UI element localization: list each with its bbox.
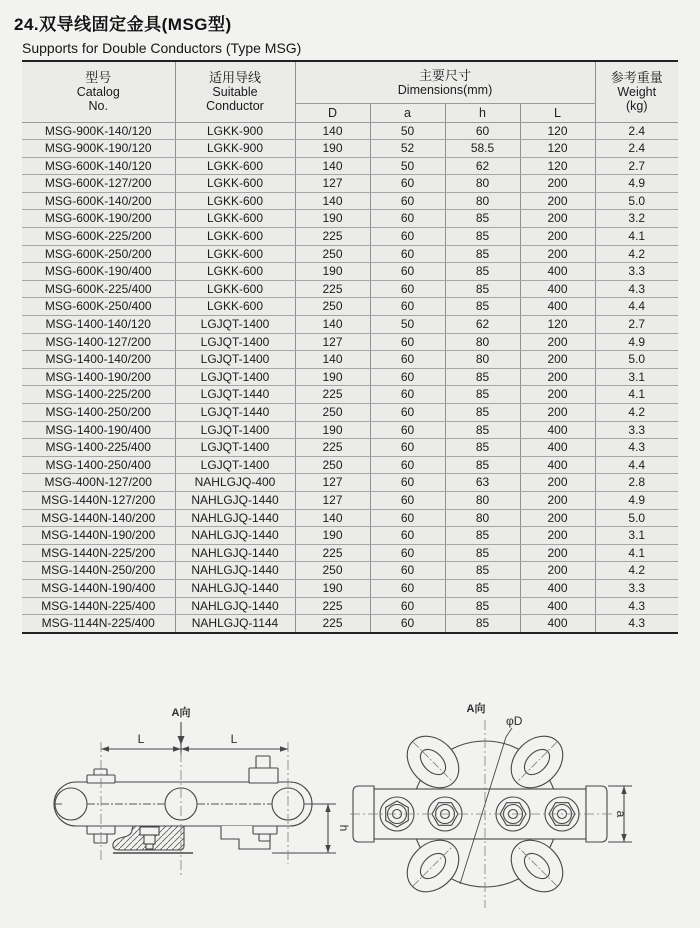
table-row <box>22 368 678 386</box>
table-cell: LGJQT-1440 <box>175 386 295 404</box>
table-cell: 85 <box>445 245 520 263</box>
view-a-label: A向 <box>466 702 486 715</box>
table-cell: 60 <box>370 263 445 281</box>
table-cell: 225 <box>295 439 370 457</box>
table-cell: 400 <box>520 421 595 439</box>
table-row <box>22 404 678 422</box>
table-cell: 85 <box>445 579 520 597</box>
table-cell: 85 <box>445 597 520 615</box>
table-row <box>22 333 678 351</box>
table-cell: 200 <box>520 491 595 509</box>
table-cell: 4.1 <box>595 544 678 562</box>
table-cell: 60 <box>370 562 445 580</box>
table-row <box>22 615 678 633</box>
table-cell: 200 <box>520 386 595 404</box>
table-cell: 250 <box>295 562 370 580</box>
table-cell: LGKK-600 <box>175 210 295 228</box>
table-cell: 2.4 <box>595 122 678 140</box>
table-cell: 200 <box>520 228 595 246</box>
view-a-label: A向 <box>171 706 191 719</box>
table-cell: 127 <box>295 491 370 509</box>
table-cell: 5.0 <box>595 351 678 369</box>
table-cell: NAHLGJQ-1440 <box>175 544 295 562</box>
table-cell: 4.1 <box>595 386 678 404</box>
table-cell: 60 <box>370 544 445 562</box>
dim-label-phiD: φD <box>506 713 523 728</box>
table-cell: MSG-1440N-225/400 <box>22 597 175 615</box>
table-cell: LGKK-900 <box>175 122 295 140</box>
table-cell: 60 <box>370 333 445 351</box>
table-row <box>22 140 678 158</box>
table-cell: 60 <box>370 245 445 263</box>
table-cell: LGKK-600 <box>175 245 295 263</box>
table-row <box>22 597 678 615</box>
table-cell: LGKK-900 <box>175 140 295 158</box>
table-cell: 85 <box>445 280 520 298</box>
table-cell: 3.1 <box>595 368 678 386</box>
table-cell: NAHLGJQ-1440 <box>175 597 295 615</box>
table-cell: 60 <box>370 491 445 509</box>
table-cell: 225 <box>295 597 370 615</box>
table-cell: 190 <box>295 579 370 597</box>
table-cell: NAHLGJQ-1440 <box>175 509 295 527</box>
table-cell: 190 <box>295 527 370 545</box>
table-cell: NAHLGJQ-1440 <box>175 491 295 509</box>
table-cell: 200 <box>520 368 595 386</box>
table-cell: MSG-1400-225/200 <box>22 386 175 404</box>
table-row <box>22 527 678 545</box>
table-cell: 4.9 <box>595 491 678 509</box>
table-cell: 140 <box>295 192 370 210</box>
table-cell: 4.3 <box>595 597 678 615</box>
table-cell: NAHLGJQ-1440 <box>175 527 295 545</box>
table-cell: 200 <box>520 527 595 545</box>
table-row <box>22 351 678 369</box>
table-row <box>22 175 678 193</box>
table-cell: MSG-1440N-225/200 <box>22 544 175 562</box>
table-cell: 200 <box>520 562 595 580</box>
table-cell: 400 <box>520 439 595 457</box>
table-cell: 250 <box>295 245 370 263</box>
table-cell: 190 <box>295 210 370 228</box>
table-cell: MSG-600K-140/120 <box>22 157 175 175</box>
table-cell: 80 <box>445 175 520 193</box>
table-cell: 3.2 <box>595 210 678 228</box>
table-cell: 4.2 <box>595 562 678 580</box>
table-cell: MSG-600K-225/400 <box>22 280 175 298</box>
table-cell: 2.8 <box>595 474 678 492</box>
table-cell: 60 <box>370 175 445 193</box>
dim-label-L-left: L <box>137 731 145 746</box>
col-header-h: h <box>445 103 520 122</box>
table-cell: 225 <box>295 544 370 562</box>
table-cell: 62 <box>445 316 520 334</box>
table-cell: 60 <box>370 192 445 210</box>
table-cell: MSG-600K-250/200 <box>22 245 175 263</box>
page-title: 24.双导线固定金具(MSG型) <box>14 15 232 34</box>
table-cell: 190 <box>295 421 370 439</box>
table-cell: 225 <box>295 615 370 633</box>
table-cell: MSG-600K-140/200 <box>22 192 175 210</box>
table-cell: 140 <box>295 122 370 140</box>
table-cell: 400 <box>520 280 595 298</box>
table-row <box>22 298 678 316</box>
table-row <box>22 579 678 597</box>
table-cell: 4.9 <box>595 175 678 193</box>
table-cell: 60 <box>370 386 445 404</box>
table-cell: 85 <box>445 404 520 422</box>
table-cell: 63 <box>445 474 520 492</box>
col-header-catalog: 型号 Catalog No. <box>22 61 175 122</box>
table-cell: 60 <box>370 210 445 228</box>
table-cell: MSG-600K-127/200 <box>22 175 175 193</box>
table-cell: 3.3 <box>595 421 678 439</box>
table-cell: MSG-1400-140/200 <box>22 351 175 369</box>
table-cell: 85 <box>445 421 520 439</box>
table-cell: 80 <box>445 491 520 509</box>
table-cell: MSG-1400-190/200 <box>22 368 175 386</box>
table-row <box>22 122 678 140</box>
table-cell: 4.2 <box>595 404 678 422</box>
table-cell: 400 <box>520 615 595 633</box>
table-cell: 85 <box>445 368 520 386</box>
table-cell: 120 <box>520 316 595 334</box>
table-cell: 200 <box>520 175 595 193</box>
table-cell: MSG-600K-225/200 <box>22 228 175 246</box>
table-cell: LGJQT-1400 <box>175 351 295 369</box>
table-cell: LGKK-600 <box>175 192 295 210</box>
table-cell: LGJQT-1400 <box>175 421 295 439</box>
table-cell: 400 <box>520 456 595 474</box>
table-cell: 200 <box>520 509 595 527</box>
table-cell: MSG-600K-250/400 <box>22 298 175 316</box>
table-cell: 50 <box>370 316 445 334</box>
table-row <box>22 491 678 509</box>
table-cell: MSG-1400-127/200 <box>22 333 175 351</box>
table-cell: 80 <box>445 333 520 351</box>
dim-label-L-right: L <box>230 731 238 746</box>
dim-label-h: h <box>337 824 351 832</box>
table-cell: 60 <box>370 228 445 246</box>
table-cell: 3.3 <box>595 263 678 281</box>
table-row <box>22 386 678 404</box>
table-row <box>22 439 678 457</box>
table-cell: 4.4 <box>595 298 678 316</box>
table-row <box>22 280 678 298</box>
col-header-a: a <box>370 103 445 122</box>
table-cell: 60 <box>370 351 445 369</box>
table-cell: 60 <box>370 421 445 439</box>
table-cell: 225 <box>295 386 370 404</box>
table-cell: MSG-1440N-127/200 <box>22 491 175 509</box>
table-cell: 127 <box>295 175 370 193</box>
table-row <box>22 421 678 439</box>
table-cell: 50 <box>370 122 445 140</box>
table-cell: 4.3 <box>595 280 678 298</box>
table-cell: 4.3 <box>595 439 678 457</box>
table-row <box>22 316 678 334</box>
table-cell: LGJQT-1400 <box>175 316 295 334</box>
table-cell: 60 <box>445 122 520 140</box>
table-cell: 62 <box>445 157 520 175</box>
table-cell: LGKK-600 <box>175 175 295 193</box>
technical-drawings <box>0 634 700 928</box>
table-cell: MSG-900K-140/120 <box>22 122 175 140</box>
table-row <box>22 210 678 228</box>
side-view-drawing <box>18 692 358 928</box>
table-cell: 120 <box>520 140 595 158</box>
table-row <box>22 562 678 580</box>
table-cell: 120 <box>520 122 595 140</box>
table-cell: 60 <box>370 456 445 474</box>
table-cell: 50 <box>370 157 445 175</box>
table-cell: 60 <box>370 298 445 316</box>
table-cell: 85 <box>445 544 520 562</box>
table-cell: 4.9 <box>595 333 678 351</box>
table-row <box>22 157 678 175</box>
table-cell: MSG-600K-190/400 <box>22 263 175 281</box>
dim-label-a: a <box>614 810 628 818</box>
page-subtitle: Supports for Double Conductors (Type MSG) <box>22 40 302 56</box>
table-cell: 200 <box>520 544 595 562</box>
table-row <box>22 263 678 281</box>
table-cell: 140 <box>295 316 370 334</box>
table-cell: 400 <box>520 298 595 316</box>
table-cell: 200 <box>520 351 595 369</box>
table-cell: NAHLGJQ-1144 <box>175 615 295 633</box>
table-cell: MSG-1400-250/400 <box>22 456 175 474</box>
table-cell: MSG-900K-190/120 <box>22 140 175 158</box>
col-header-conductor: 适用导线 Suitable Conductor <box>175 61 295 122</box>
table-cell: 80 <box>445 192 520 210</box>
dim-line-LL <box>101 743 288 755</box>
table-cell: 200 <box>520 210 595 228</box>
table-cell: 200 <box>520 474 595 492</box>
table-cell: MSG-600K-190/200 <box>22 210 175 228</box>
table-cell: MSG-1440N-140/200 <box>22 509 175 527</box>
table-row <box>22 544 678 562</box>
spec-table <box>22 60 678 634</box>
table-cell: MSG-1440N-190/400 <box>22 579 175 597</box>
table-cell: 52 <box>370 140 445 158</box>
table-cell: LGKK-600 <box>175 280 295 298</box>
table-cell: 85 <box>445 210 520 228</box>
table-cell: 60 <box>370 474 445 492</box>
table-cell: 250 <box>295 298 370 316</box>
table-cell: 200 <box>520 404 595 422</box>
view-a-drawing <box>350 692 660 928</box>
table-cell: 140 <box>295 351 370 369</box>
table-cell: 4.2 <box>595 245 678 263</box>
table-cell: 140 <box>295 509 370 527</box>
table-cell: 60 <box>370 509 445 527</box>
table-cell: MSG-400N-127/200 <box>22 474 175 492</box>
col-header-weight: 参考重量 Weight (kg) <box>595 61 678 122</box>
table-cell: LGJQT-1400 <box>175 333 295 351</box>
table-cell: MSG-1400-250/200 <box>22 404 175 422</box>
table-cell: 3.3 <box>595 579 678 597</box>
table-cell: 200 <box>520 192 595 210</box>
table-cell: 85 <box>445 562 520 580</box>
col-header-L: L <box>520 103 595 122</box>
table-cell: 60 <box>370 527 445 545</box>
table-cell: 60 <box>370 404 445 422</box>
table-cell: 4.4 <box>595 456 678 474</box>
table-cell: 85 <box>445 456 520 474</box>
table-cell: 250 <box>295 456 370 474</box>
table-cell: 80 <box>445 351 520 369</box>
table-cell: NAHLGJQ-1440 <box>175 562 295 580</box>
table-cell: 225 <box>295 280 370 298</box>
table-cell: 60 <box>370 615 445 633</box>
table-cell: 2.7 <box>595 316 678 334</box>
table-row <box>22 192 678 210</box>
table-cell: 250 <box>295 404 370 422</box>
col-header-dimensions: 主要尺寸 Dimensions(mm) <box>295 61 595 103</box>
table-row <box>22 474 678 492</box>
table-header <box>22 61 678 122</box>
table-cell: 60 <box>370 280 445 298</box>
table-cell: LGJQT-1400 <box>175 456 295 474</box>
table-cell: LGKK-600 <box>175 157 295 175</box>
table-cell: LGKK-600 <box>175 298 295 316</box>
table-cell: 190 <box>295 140 370 158</box>
table-cell: 200 <box>520 333 595 351</box>
table-cell: 85 <box>445 263 520 281</box>
table-cell: 140 <box>295 157 370 175</box>
table-cell: 4.1 <box>595 228 678 246</box>
table-cell: 400 <box>520 579 595 597</box>
table-cell: 2.7 <box>595 157 678 175</box>
table-cell: LGKK-600 <box>175 263 295 281</box>
table-cell: NAHLGJQ-1440 <box>175 579 295 597</box>
table-cell: LGJQT-1400 <box>175 439 295 457</box>
table-cell: 85 <box>445 439 520 457</box>
table-cell: 58.5 <box>445 140 520 158</box>
table-cell: 190 <box>295 263 370 281</box>
table-cell: MSG-1400-140/120 <box>22 316 175 334</box>
table-cell: MSG-1400-190/400 <box>22 421 175 439</box>
table-cell: 60 <box>370 597 445 615</box>
table-cell: LGJQT-1400 <box>175 368 295 386</box>
table-cell: 80 <box>445 509 520 527</box>
table-cell: 60 <box>370 579 445 597</box>
table-cell: 400 <box>520 263 595 281</box>
top-bolts <box>87 756 278 783</box>
table-cell: LGJQT-1440 <box>175 404 295 422</box>
table-cell: 85 <box>445 298 520 316</box>
table-cell: 60 <box>370 439 445 457</box>
table-cell: 85 <box>445 386 520 404</box>
table-cell: 85 <box>445 615 520 633</box>
col-header-D: D <box>295 103 370 122</box>
table-row <box>22 456 678 474</box>
table-cell: 200 <box>520 245 595 263</box>
table-cell: 225 <box>295 228 370 246</box>
table-cell: 120 <box>520 157 595 175</box>
table-cell: MSG-1400-225/400 <box>22 439 175 457</box>
table-cell: LGKK-600 <box>175 228 295 246</box>
table-cell: 5.0 <box>595 192 678 210</box>
table-cell: 5.0 <box>595 509 678 527</box>
table-cell: 85 <box>445 228 520 246</box>
table-body <box>22 122 678 633</box>
table-cell: 127 <box>295 333 370 351</box>
table-cell: 4.3 <box>595 615 678 633</box>
table-row <box>22 245 678 263</box>
table-cell: MSG-1144N-225/400 <box>22 615 175 633</box>
table-cell: 3.1 <box>595 527 678 545</box>
table-cell: 2.4 <box>595 140 678 158</box>
table-cell: 60 <box>370 368 445 386</box>
table-cell: NAHLGJQ-400 <box>175 474 295 492</box>
table-cell: 400 <box>520 597 595 615</box>
table-row <box>22 228 678 246</box>
table-cell: 190 <box>295 368 370 386</box>
table-cell: 85 <box>445 527 520 545</box>
table-row <box>22 509 678 527</box>
table-cell: 127 <box>295 474 370 492</box>
table-cell: MSG-1440N-190/200 <box>22 527 175 545</box>
table-cell: MSG-1440N-250/200 <box>22 562 175 580</box>
